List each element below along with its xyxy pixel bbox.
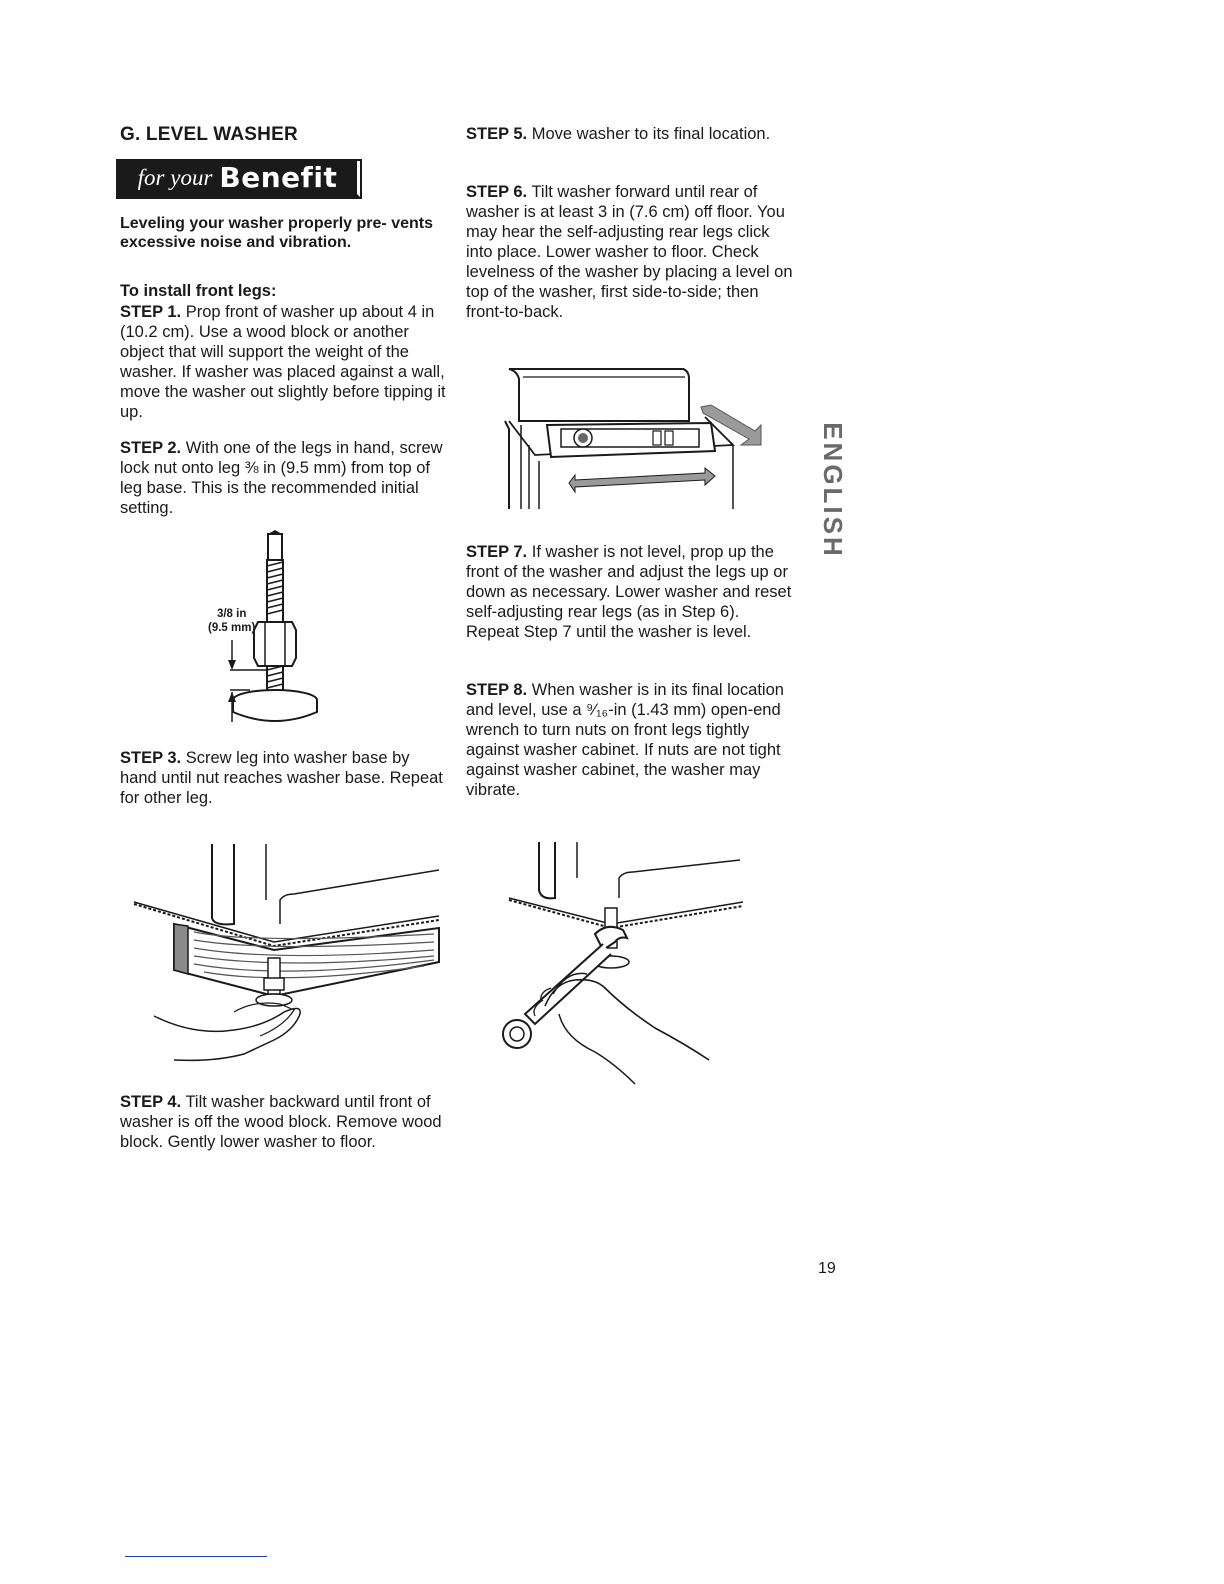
step-5-text: Move washer to its final location. (531, 125, 771, 143)
benefit-badge (118, 161, 360, 197)
wrench-tighten-icon (495, 838, 755, 1090)
step-8 (466, 680, 796, 800)
step-3-label: STEP 3. (120, 749, 182, 767)
step-2 (120, 438, 450, 518)
leg-measure-label-line1: 3/8 in (216, 608, 247, 620)
step-8-text: When washer is in its final location and level, use a ⁹⁄₁₆-in (1.43 mm) open-end wrench to turn nuts on front legs tightly against washer cabinet. If nuts are not tight against washer cabinet, the washer may vibrate. (466, 681, 784, 799)
step-1-label: STEP 1. (120, 303, 182, 321)
step-6-label: STEP 6. (466, 183, 528, 201)
step-7-label: STEP 7. (466, 543, 528, 561)
leg-measure-label-line2: (9.5 mm) (208, 622, 256, 634)
step-4-label: STEP 4. (120, 1093, 182, 1111)
section-title: G. LEVEL WASHER (120, 124, 298, 145)
step-7-text: If washer is not level, prop up the front of the washer and adjust the legs up or down as necessary. Lower washer and reset self-adjusting rear legs (as in Step 6). Repeat Step 7 until the washer is level. (466, 543, 792, 641)
benefit-badge-for-your: for your (137, 164, 213, 190)
step-6-text: Tilt washer forward until rear of washer is at least 3 in (7.6 cm) off floor. You may hear the self-adjusting rear legs click into place. Lower washer to floor. Check levelness of the washer by placing a level on top of the washer, first side-to-side; then front-to-back. (466, 183, 793, 321)
footer-rule (125, 1556, 267, 1557)
step-1 (120, 302, 450, 422)
language-side-tab-label: ENGLISH (817, 421, 848, 559)
leg-measure-label (208, 607, 255, 635)
step-1-text: Prop front of washer up about 4 in (10.2 cm). Use a wood block or another object that will support the weight of the washer. If washer was placed against a wall, move the washer out slightly before tipping it up. (120, 303, 446, 421)
step-5-label: STEP 5. (466, 125, 528, 143)
benefit-badge-benefit: Benefit (219, 161, 338, 194)
wood-block-install-icon (134, 840, 444, 1070)
benefit-note: Leveling your washer properly pre- vents excessive noise and vibration. (120, 215, 433, 251)
step-6 (466, 182, 796, 322)
step-2-text: With one of the legs in hand, screw lock nut onto leg ⅜ in (9.5 mm) from top of leg base. This is the recommended initial setting. (120, 439, 443, 517)
language-side-tab (817, 398, 848, 582)
step-7 (466, 542, 796, 642)
step-3 (120, 748, 450, 808)
step-8-label: STEP 8. (466, 681, 528, 699)
page-number: 19 (818, 1260, 836, 1277)
front-legs-heading: To install front legs: (120, 282, 277, 300)
step-3-text: Screw leg into washer base by hand until nut reaches washer base. Repeat for other leg. (120, 749, 443, 807)
step-2-label: STEP 2. (120, 439, 182, 457)
step-4 (120, 1092, 450, 1152)
washer-level-icon (505, 365, 785, 513)
step-5 (466, 124, 796, 144)
step-4-text: Tilt washer backward until front of washer is off the wood block. Remove wood block. Gently lower washer to floor. (120, 1093, 442, 1151)
